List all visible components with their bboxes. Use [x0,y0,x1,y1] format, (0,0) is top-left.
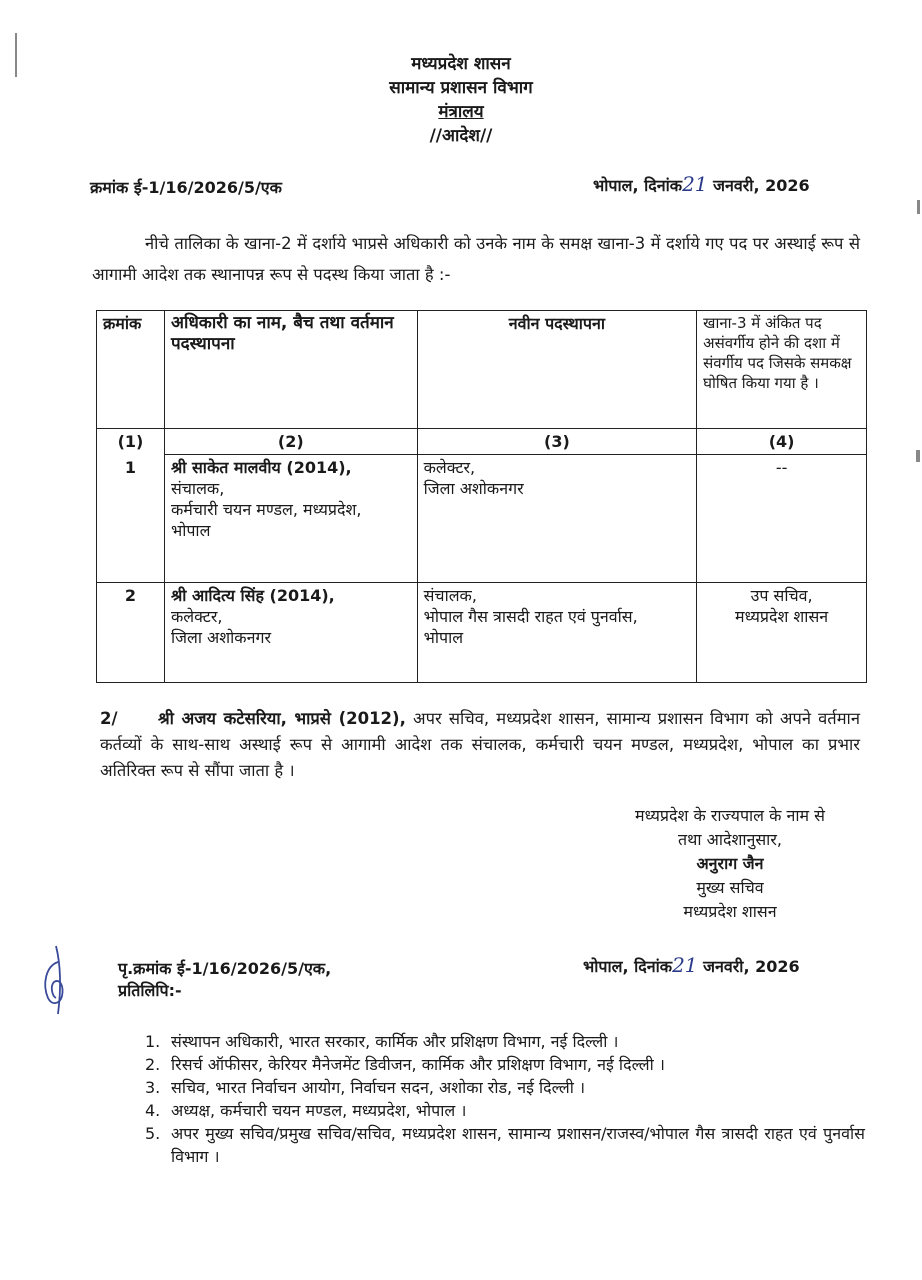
department-name: सामान्य प्रशासन विभाग [389,78,533,98]
ministry-label: मंत्रालय [438,102,484,122]
document-header [0,52,922,148]
equivalent-post-cell [697,455,867,583]
government-name: मध्यप्रदेश शासन [411,54,511,74]
officer-cell [164,455,417,583]
scan-mark [917,200,920,214]
scan-mark [916,450,920,462]
signatory-name: अनुराग जैन [696,854,764,873]
current-posting-line: भोपाल [170,521,211,540]
paragraph-label: 2/ [100,709,118,728]
order-number: क्रमांक ई-1/16/2026/5/एक [90,178,282,197]
table-row [97,583,867,683]
header-equivalent-post: खाना-3 में अंकित पद असंवर्गीय होने की दशा में संवर्गीय पद जिसके समकक्ष घोषित किया गया है । [697,311,867,429]
column-number: (2) [164,429,417,455]
list-item: 5. अपर मुख्य सचिव/प्रमुख सचिव/सचिव, मध्यप्रदेश शासन, सामान्य प्रशासन/राजस्व/भोपाल गैस त्रासदी राहत एवं पुनर्वास विभाग । [145,1124,865,1166]
new-posting-line: भोपाल गैस त्रासदी राहत एवं पुनर्वास, [423,607,638,626]
row-serial: 2 [97,583,165,683]
equivalent-post-cell [697,583,867,683]
new-posting-cell [417,583,697,683]
new-posting-line: कलेक्टर, [423,458,476,477]
current-posting-line: जिला अशोकनगर [170,628,272,647]
current-posting-line: कर्मचारी चयन मण्डल, मध्यप्रदेश, [170,500,362,519]
signature-line: तथा आदेशानुसार, [678,830,782,849]
officer-cell [164,583,417,683]
order-date: भोपाल, दिनांक21 जनवरी, 2026 [593,172,810,196]
signatory-office: मध्यप्रदेश शासन [683,902,777,921]
header-new-posting: नवीन पदस्थापना [417,311,697,429]
handwritten-day: 21 [682,172,708,196]
endorsement-number: पृ.क्रमांक ई-1/16/2026/5/एक, [118,959,332,978]
row-serial: 1 [97,455,165,583]
handwritten-day: 21 [672,953,698,977]
order-title: //आदेश// [429,126,493,146]
paragraph-text: अपर सचिव, मध्यप्रदेश शासन, सामान्य प्रशासन विभाग को अपने वर्तमान कर्तव्यों के साथ-साथ अस्थाई रूप से आगामी आदेश तक संचालक, कर्मचारी चयन मण्डल, मध्यप्रदेश, भोपाल का प्रभार अतिरिक्त रूप से सौंपा जाता है । [100,709,860,780]
column-number-row [97,429,867,455]
list-item: 4. अध्यक्ष, कर्मचारी चयन मण्डल, मध्यप्रदेश, भोपाल । [145,1101,467,1120]
signatory-designation: मुख्य सचिव [696,878,764,897]
handwritten-initial-icon [38,942,78,1022]
column-number: (1) [97,429,165,455]
recipient-list [145,1030,865,1168]
paragraph-2 [100,706,860,784]
copy-label: प्रतिलिपि:- [118,981,182,1000]
new-posting-cell [417,455,697,583]
table-row [97,455,867,583]
endorsement-date: भोपाल, दिनांक21 जनवरी, 2026 [583,953,800,977]
officer-name: श्री साकेत मालवीय (2014), [170,458,352,477]
endorsement-number-block [118,958,331,1002]
column-number: (4) [697,429,867,455]
table-header-row [97,311,867,429]
intro-paragraph: नीचे तालिका के खाना-2 में दर्शाये भाप्रसे अधिकारी को उनके नाम के समक्ष खाना-3 में दर्शाये गए पद पर अस्थाई रूप से आगामी आदेश तक स्थानापन्न रूप से पदस्थ किया जाता है :- [92,234,860,284]
list-item: 3. सचिव, भारत निर्वाचन आयोग, निर्वाचन सदन, अशोका रोड, नई दिल्ली । [145,1078,586,1097]
officer-name-bold: श्री अजय कटेसरिया, भाप्रसे (2012), [158,709,406,728]
signature-line: मध्यप्रदेश के राज्यपाल के नाम से [635,806,825,825]
current-posting-line: संचालक, [170,479,225,498]
header-officer: अधिकारी का नाम, बैच तथा वर्तमान पदस्थापना [164,311,417,429]
signature-block [600,804,860,924]
equivalent-post-line: -- [775,458,788,477]
posting-table [96,310,867,683]
list-item: 1. संस्थापन अधिकारी, भारत सरकार, कार्मिक और प्रशिक्षण विभाग, नई दिल्ली । [145,1032,619,1051]
new-posting-line: जिला अशोकनगर [423,479,524,498]
column-number: (3) [417,429,697,455]
equivalent-post-line: मध्यप्रदेश शासन [735,607,829,626]
new-posting-line: संचालक, [423,586,477,605]
header-serial: क्रमांक [97,311,165,429]
new-posting-line: भोपाल [423,628,464,647]
equivalent-post-line: उप सचिव, [750,586,813,605]
current-posting-line: कलेक्टर, [170,607,223,626]
officer-name: श्री आदित्य सिंह (2014), [170,586,335,605]
list-item: 2. रिसर्च ऑफीसर, केरियर मैनेजमेंट डिवीजन, कार्मिक और प्रशिक्षण विभाग, नई दिल्ली । [145,1055,665,1074]
